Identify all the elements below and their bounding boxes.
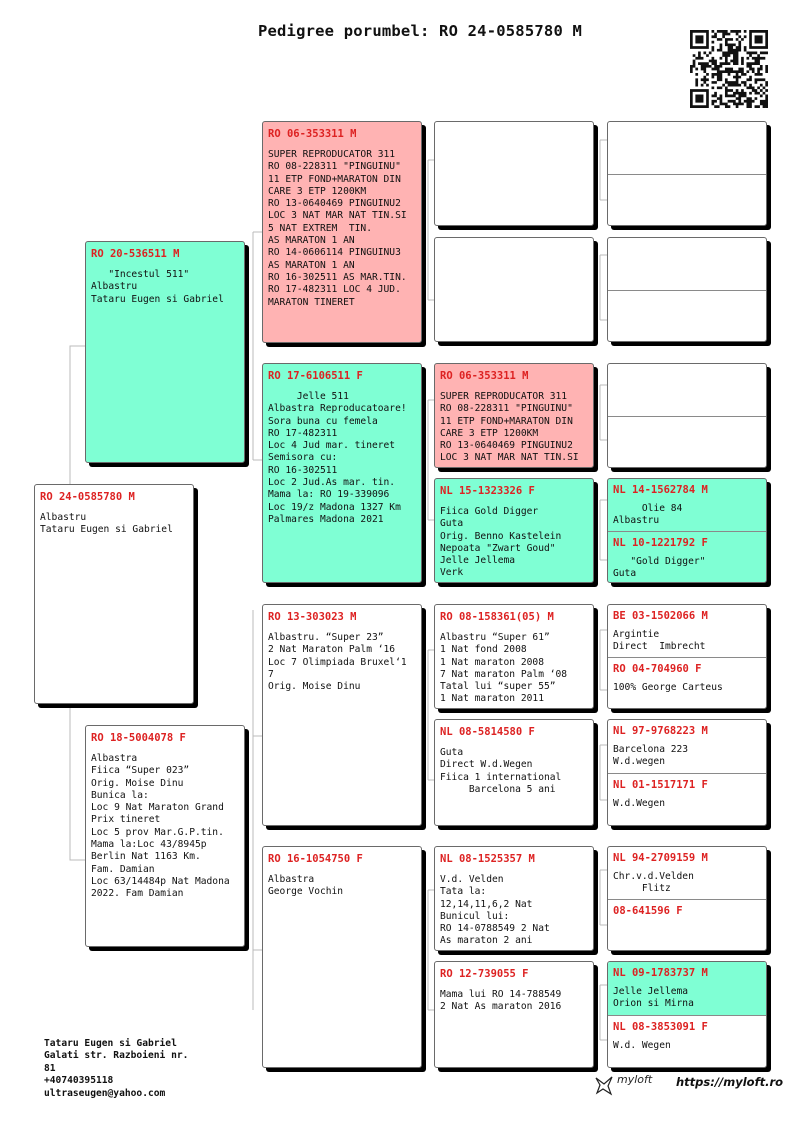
ring-number: RO 16-1054750 F — [268, 853, 363, 865]
pedigree-card-dam-sire-sire[interactable] — [434, 604, 594, 709]
pair-bottom — [608, 532, 766, 583]
card-description: SUPER REPRODUCATOR 311 RO 08-228311 "PINGUINU" 11 ETP FOND+MARATON DIN CARE 3 ETP 1200KM RO 13-0640469 PINGUINU2 LOC 3 NAT MAR NAT TIN.SI — [440, 391, 579, 464]
ring-number: NL 10-1221792 F — [613, 537, 708, 549]
card-description: Fiica Gold Digger Guta Orig. Benno Kastelein Nepoata "Zwart Goud" Jelle Jellema Verk — [440, 506, 562, 579]
card-description: Chr.v.d.Velden Flitz — [613, 871, 694, 895]
pedigree-card-dam-dam-dam[interactable] — [434, 961, 594, 1068]
ring-number: NL 14-1562784 M — [613, 484, 708, 496]
card-description: Albastru Tataru Eugen si Gabriel — [40, 512, 173, 536]
pedigree-card-pair-dsd[interactable] — [607, 719, 767, 826]
website-link[interactable]: https://myloft.ro — [676, 1075, 784, 1089]
pair-top — [608, 847, 766, 899]
ring-number: RO 06-353311 M — [268, 128, 357, 140]
pedigree-card-dam[interactable] — [85, 725, 245, 947]
pair-top — [608, 720, 766, 772]
ring-number: NL 01-1517171 F — [613, 779, 708, 791]
ring-number: NL 09-1783737 M — [613, 967, 708, 979]
pedigree-card-dam-sire[interactable] — [262, 604, 422, 826]
card-description: Barcelona 223 W.d.wegen — [613, 744, 689, 768]
ring-number: RO 06-353311 M — [440, 370, 529, 382]
card-description: W.d. Wegen — [613, 1040, 671, 1051]
card-description: Argintie Direct Imbrecht — [613, 629, 706, 653]
ring-number: RO 17-6106511 F — [268, 370, 363, 382]
pedigree-card-empty-ss-dam[interactable] — [434, 237, 594, 342]
card-description: "Gold Digger" Guta — [613, 556, 706, 580]
pedigree-card-sire-dam-sire[interactable] — [434, 363, 594, 468]
pedigree-card-sire[interactable] — [85, 241, 245, 463]
ring-number: NL 08-3853091 F — [613, 1021, 708, 1033]
card-description: Albastra Fiica “Super 023” Orig. Moise Dinu Bunica la: Loc 9 Nat Maraton Grand Prix tineret Loc 5 prov Mar.G.P.tin. Mama la:Loc 43/8945p Berlin Nat 1163 Km. Fam. Damian Loc 63/14484p Nat Madona 2022. Fam Damian — [91, 753, 230, 900]
ring-number: NL 15-1323326 F — [440, 485, 535, 497]
pedigree-card-pair-dss[interactable] — [607, 604, 767, 709]
ring-number: NL 97-9768223 M — [613, 725, 708, 737]
pedigree-card-dam-sire-dam[interactable] — [434, 719, 594, 826]
pair-bottom — [608, 1016, 766, 1068]
ring-number: RO 13-303023 M — [268, 611, 357, 623]
card-description: W.d.Wegen — [613, 798, 665, 809]
pedigree-card-dam-dam-sire[interactable] — [434, 846, 594, 951]
pedigree-card-pair-ddd[interactable] — [607, 961, 767, 1068]
pair-bottom — [608, 658, 766, 709]
pair-bottom — [608, 774, 766, 826]
page-title: Pedigree porumbel: RO 24-0585780 M — [257, 22, 583, 40]
card-description: 100% George Carteus — [613, 682, 723, 693]
ring-number: RO 18-5004078 F — [91, 732, 186, 744]
pedigree-card-sire-dam-dam[interactable] — [434, 478, 594, 583]
pair-top — [608, 479, 766, 531]
pedigree-card-pair-sdd[interactable] — [607, 478, 767, 583]
card-description: Olie 84 Albastru — [613, 503, 683, 527]
pedigree-card-pair-dds[interactable] — [607, 846, 767, 951]
card-description: Albastru “Super 61” 1 Nat fond 2008 1 Nat maraton 2008 7 Nat maraton Palm ‘08 Tatal lui “super 55” 1 Nat maraton 2011 — [440, 632, 568, 705]
card-description: Jelle 511 Albastra Reproducatoare! Sora buna cu femela RO 17-482311 Loc 4 Jud mar. tineret Semisora cu: RO 16-302511 Loc 2 Jud.As mar. tin. Mama la: RO 19-339096 Loc 19/z Madona 1327 Km Palmares Madona 2021 — [268, 391, 407, 525]
pedigree-card-subject[interactable] — [34, 484, 194, 704]
owner-contact: Tataru Eugen si Gabriel Galati str. Razboieni nr. 81 +40740395118 ultraseugen@yahoo.com — [44, 1038, 189, 1099]
pedigree-card-sire-sire[interactable] — [262, 121, 422, 343]
pedigree-card-empty-g5-2[interactable] — [607, 237, 767, 342]
ring-number: RO 12-739055 F — [440, 968, 529, 980]
pair-top — [608, 605, 766, 657]
ring-number: NL 08-1525357 M — [440, 853, 535, 865]
card-description: V.d. Velden Tata la: 12,14,11,6,2 Nat Bunicul lui: RO 14-0788549 2 Nat As maraton 2 ani — [440, 874, 550, 947]
pedigree-card-empty-ss-sire[interactable] — [434, 121, 594, 226]
pair-bottom — [608, 900, 766, 951]
ring-number: 08-641596 F — [613, 905, 683, 917]
ring-number: RO 20-536511 M — [91, 248, 180, 260]
pedigree-card-dam-dam[interactable] — [262, 846, 422, 1068]
card-description: Jelle Jellema Orion si Mirna — [613, 986, 694, 1010]
card-description: "Incestul 511" Albastru Tataru Eugen si Gabriel — [91, 269, 224, 305]
ring-number: RO 04-704960 F — [613, 663, 702, 675]
ring-number: NL 08-5814580 F — [440, 726, 535, 738]
pedigree-card-empty-g5-1[interactable] — [607, 121, 767, 226]
ring-number: RO 24-0585780 M — [40, 491, 135, 503]
pedigree-card-sire-dam[interactable] — [262, 363, 422, 583]
card-description: Guta Direct W.d.Wegen Fiica 1 international Barcelona 5 ani — [440, 747, 562, 795]
ring-number: BE 03-1502066 M — [613, 610, 708, 622]
card-description: SUPER REPRODUCATOR 311 RO 08-228311 "PINGUINU" 11 ETP FOND+MARATON DIN CARE 3 ETP 1200KM RO 13-0640469 PINGUINU2 LOC 3 NAT MAR NAT TIN.SI 5 NAT EXTREM TIN. AS MARATON 1 AN RO 14-0606114 PINGUINU3 AS MARATON 1 AN RO 16-302511 AS MAR.TIN. RO 17-482311 LOC 4 JUD. MARATON TINERET — [268, 149, 407, 308]
card-description: Mama lui RO 14-788549 2 Nat As maraton 2016 — [440, 989, 562, 1013]
myloft-bird-icon — [593, 1074, 615, 1096]
card-description: Albastru. “Super 23” 2 Nat Maraton Palm ‘16 Loc 7 Olimpiada Bruxel‘1 7 Orig. Moise Dinu — [268, 632, 407, 693]
ring-number: NL 94-2709159 M — [613, 852, 708, 864]
pedigree-card-empty-g5-3[interactable] — [607, 363, 767, 468]
pair-top — [608, 962, 766, 1015]
myloft-logo-text: myloft — [617, 1073, 653, 1086]
card-description: Albastra George Vochin — [268, 874, 344, 898]
ring-number: RO 08-158361(05) M — [440, 611, 554, 623]
